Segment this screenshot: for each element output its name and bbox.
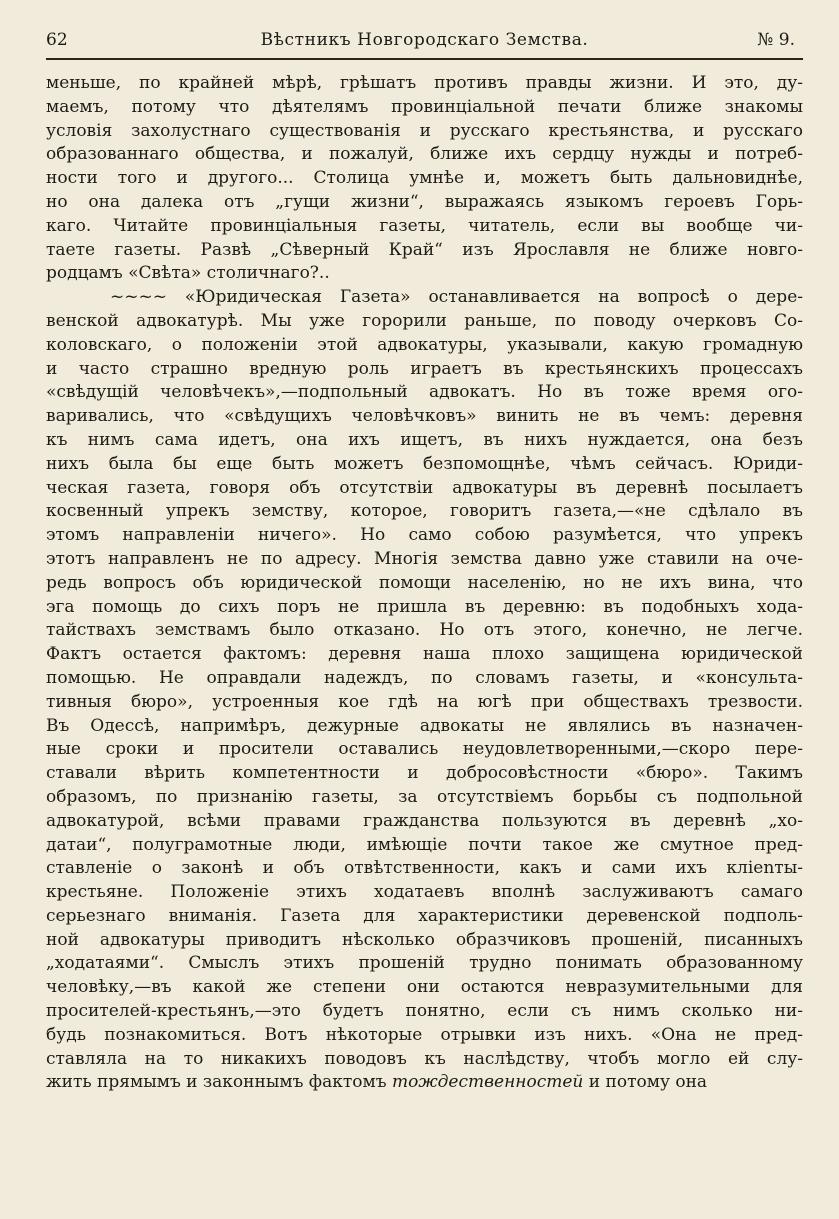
header-rule (46, 58, 803, 60)
text-line: таете газеты. Развѣ „Сѣверный Край“ изъ Ярославля не ближе новго- (46, 239, 803, 260)
text-line: венской адвокатурѣ. Мы уже горорили раньше, по поводу очерковъ Со- (46, 310, 803, 331)
text-line: Въ Одессѣ, напримѣръ, дежурные адвокаты не являлись въ назначен- (46, 715, 803, 736)
text-line: ческая газета, говоря объ отсутствіи адвокатуры въ деревнѣ посылаетъ (46, 477, 803, 498)
text-line: къ нимъ сама идетъ, она ихъ ищетъ, въ нихъ нуждается, она безъ (46, 429, 803, 450)
text-line: ставляла на то никакихъ поводовъ къ наслѣдству, чтобъ могло ей слу- (46, 1048, 803, 1069)
text-line: «свѣдущій человѣчекъ»,—подпольный адвокатъ. Но въ тоже время ого- (46, 382, 803, 403)
text-line: тивныя бюро», устроенныя кое гдѣ на югѣ при обществахъ трезвости. (46, 691, 803, 712)
text-line: маемъ, потому что дѣятелямъ провинціальной печати ближе знакомы (46, 96, 803, 117)
text-line: образомъ, по признанію газеты, за отсутствіемъ борьбы съ подпольной (46, 786, 803, 807)
text-line: ~~~~ «Юридическая Газета» останавливается на вопросѣ о дере- (110, 287, 803, 308)
paragraph-1 (46, 72, 803, 286)
text-line: родцамъ «Свѣта» столичнаго?.. (46, 263, 330, 284)
text-line: „ходатаями“. Смыслъ этихъ прошеній трудно понимать образованному (46, 953, 803, 974)
text-line: будь познакомиться. Вотъ нѣкоторые отрывки изъ нихъ. «Она не пред- (46, 1024, 803, 1045)
text-line: адвокатурой, всѣми правами гражданства пользуются въ деревнѣ „хо- (46, 810, 803, 831)
text-line: помощью. Не оправдали надеждъ, по словамъ газеты, и «консульта- (46, 667, 803, 688)
text-line: просителей-крестьянъ,—это будетъ понятно, если съ нимъ сколько ни- (46, 1001, 803, 1022)
text-line-final: жить прямымъ и законнымъ фактомъ тождественностей и потому она (46, 1072, 708, 1093)
text-line: тайствахъ земствамъ было отказано. Но отъ этого, конечно, не легче. (46, 620, 803, 641)
text-line: серьезнаго вниманія. Газета для характеристики деревенской подполь- (46, 905, 803, 926)
text-line: редь вопросъ объ юридической помощи населенію, но не ихъ вина, что (46, 572, 803, 593)
text-line: косвенный упрекъ земству, которое, говоритъ газета,—«не сдѣлало въ (46, 501, 803, 522)
text-line: этотъ направленъ не по адресу. Многія земства давно уже ставили на оче- (46, 548, 803, 569)
paragraph-2 (46, 286, 803, 1071)
journal-title: Вѣстникъ Новгородскаго Земства. (260, 30, 589, 50)
text-line: но она далека отъ „гущи жизни“, выражаясь языкомъ героевъ Горь- (46, 191, 803, 212)
page-number: 62 (46, 30, 68, 50)
text-line: ные сроки и просители оставались неудовлетворенными,—скоро пере- (46, 739, 803, 760)
text-line: варивались, что «свѣдущихъ человѣчковъ» винить не въ чемъ: деревня (46, 406, 803, 427)
running-header (46, 24, 803, 54)
text-line: эга помощь до сихъ поръ не пришла въ деревню: въ подобныхъ хода- (46, 596, 803, 617)
text-line: образованнаго общества, и пожалуй, ближе ихъ сердцу нужды и потреб- (46, 144, 803, 165)
text-line: меньше, по крайней мѣрѣ, грѣшатъ противъ правды жизни. И это, ду- (46, 73, 803, 93)
issue-number: № 9. (757, 30, 795, 50)
text-line: условія захолустнаго существованія и русскаго крестьянства, и русскаго (46, 120, 803, 141)
text-line: ной адвокатуры приводитъ нѣсколько образчиковъ прошеній, писанныхъ (46, 929, 803, 950)
text-line: каго. Читайте провинціальныя газеты, читатель, если вы вообще чи- (46, 215, 803, 236)
text-line: этомъ направленіи ничего». Но само собою разумѣется, что упрекъ (46, 525, 803, 546)
text-line: и часто страшно вредную роль играетъ въ крестьянскихъ процессахъ (46, 358, 803, 379)
text-line: ставали вѣрить компетентности и добросовѣстности «бюро». Такимъ (46, 763, 803, 784)
text-line: человѣку,—въ какой же степени они остаются невразумительными для (46, 977, 803, 998)
text-line: ставленіе о законѣ и объ отвѣтственности, какъ и сами ихъ клienты- (46, 858, 803, 879)
text-line: нихъ была бы еще быть можетъ безпомощнѣе, чѣмъ сейчасъ. Юриди- (46, 453, 803, 474)
text-line: датаи“, полуграмотные люди, имѣющіе почти такое же смутное пред- (46, 834, 803, 855)
italic-word: тождественностей (391, 1072, 584, 1093)
text-line: коловскаго, о положеніи этой адвокатуры, указывали, какую громадную (46, 334, 803, 355)
text-line: Фактъ остается фактомъ: деревня наша плохо защищена юридической (46, 644, 803, 665)
text-line: ности того и другого... Столица умнѣе и, можетъ быть дальновиднѣе, (46, 168, 803, 189)
body-text (46, 72, 803, 1095)
text-line: крестьяне. Положеніе этихъ ходатаевъ вполнѣ заслуживаютъ самаго (46, 882, 803, 903)
